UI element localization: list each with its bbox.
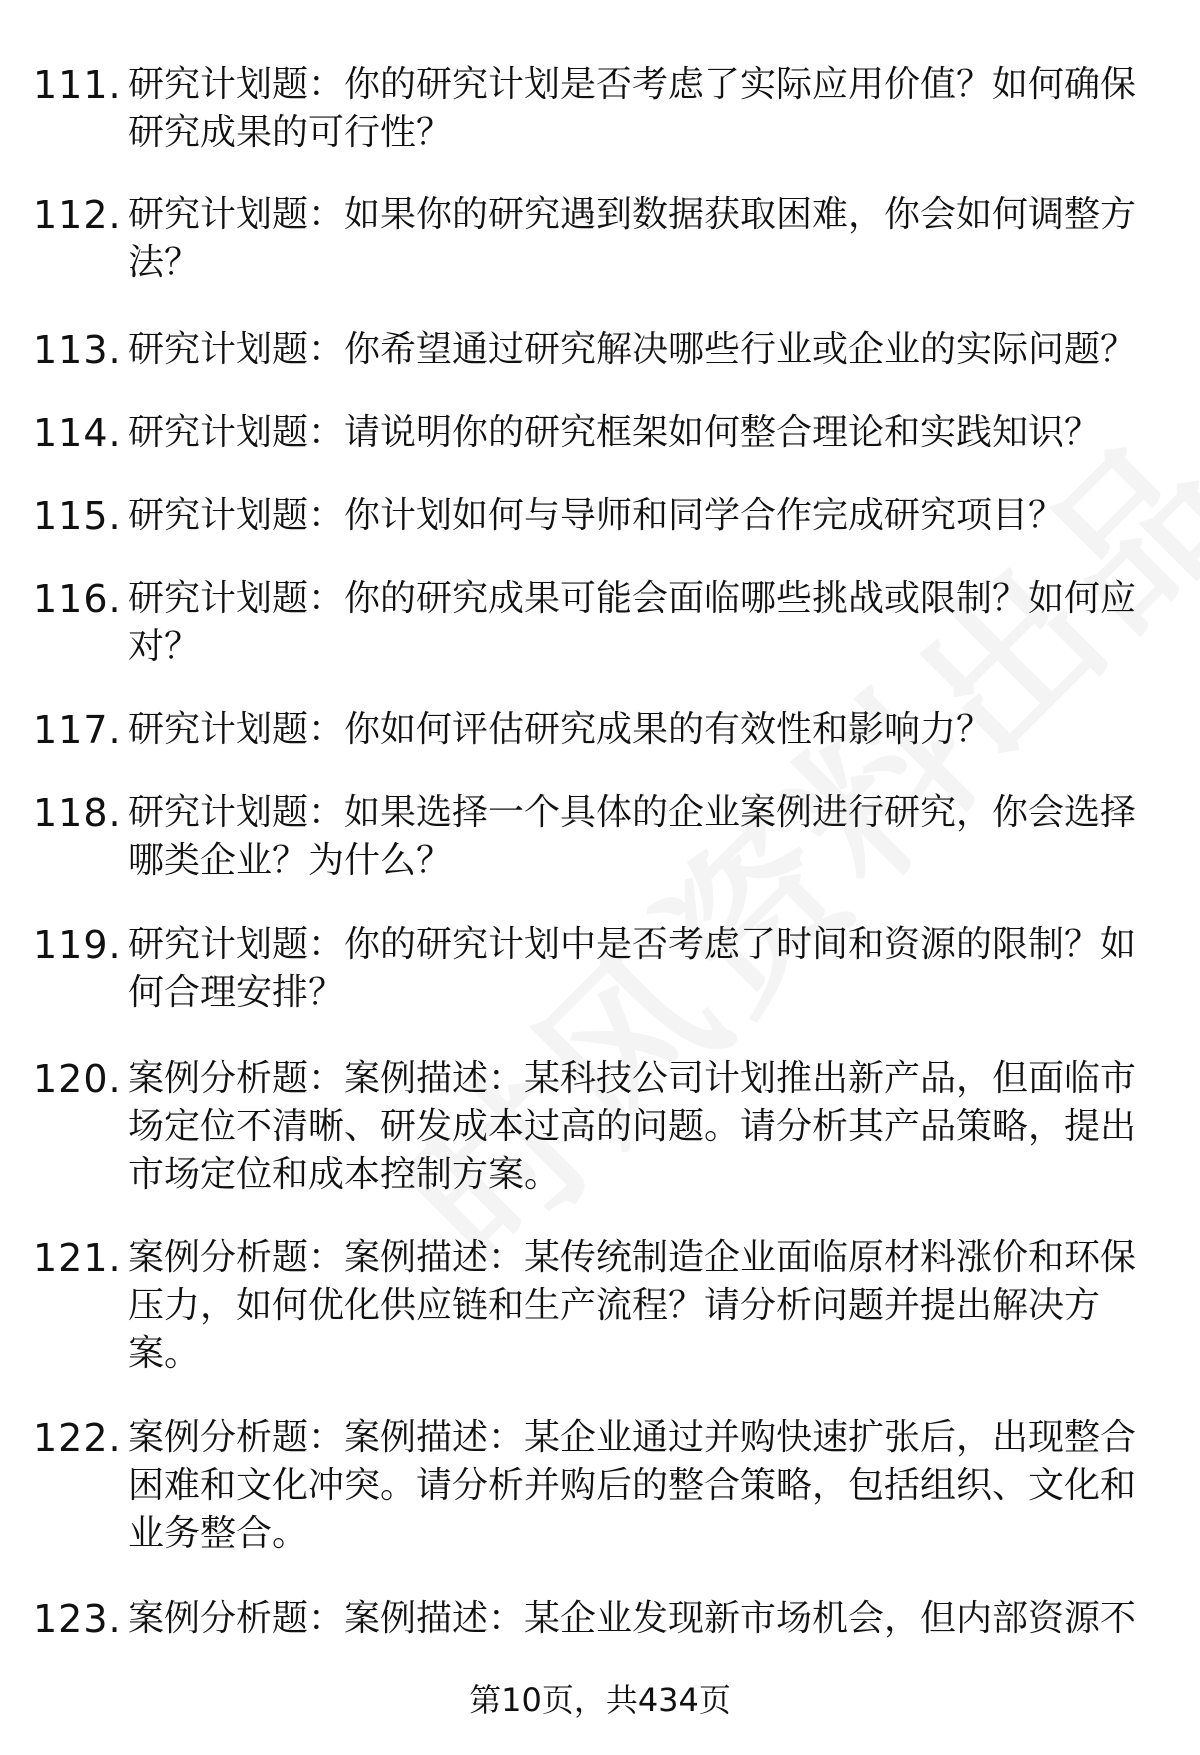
question-text: 研究计划题：如果选择一个具体的企业案例进行研究，你会选择哪类企业？为什么？	[128, 792, 1137, 881]
question-text: 研究计划题：你的研究成果可能会面临哪些挑战或限制？如何应对？	[128, 578, 1137, 667]
question-number: 115.	[33, 494, 122, 538]
page-footer: 第10页，共434页	[469, 1681, 731, 1719]
question-text: 案例分析题：案例描述：某企业发现新市场机会，但内部资源不	[128, 1598, 1137, 1639]
question-number: 121.	[33, 1236, 122, 1280]
question-text: 案例分析题：案例描述：某科技公司计划推出新产品，但面临市场定位不清晰、研发成本过高的问题。请分析其产品策略，提出市场定位和成本控制方案。	[128, 1058, 1137, 1195]
question-number: 122.	[33, 1416, 122, 1460]
question-text: 案例分析题：案例描述：某企业通过并购快速扩张后，出现整合困难和文化冲突。请分析并购后的整合策略，包括组织、文化和业务整合。	[128, 1417, 1137, 1554]
question-text: 研究计划题：如果你的研究遇到数据获取困难，你会如何调整方法？	[128, 194, 1137, 283]
question-number: 112.	[33, 193, 122, 237]
question-text: 研究计划题：你的研究计划是否考虑了实际应用价值？如何确保研究成果的可行性？	[128, 64, 1137, 153]
question-number: 117.	[33, 708, 122, 752]
question-number: 111.	[33, 63, 122, 107]
question-number: 113.	[33, 328, 122, 372]
question-number: 114.	[33, 411, 122, 455]
question-number: 120.	[33, 1057, 122, 1101]
question-number: 116.	[33, 577, 122, 621]
question-text: 研究计划题：你的研究计划中是否考虑了时间和资源的限制？如何合理安排？	[128, 924, 1137, 1013]
question-text: 研究计划题：你希望通过研究解决哪些行业或企业的实际问题？	[128, 329, 1137, 370]
question-text: 案例分析题：案例描述：某传统制造企业面临原材料涨价和环保压力，如何优化供应链和生产流程？请分析问题并提出解决方案。	[128, 1237, 1137, 1374]
question-number: 118.	[33, 791, 122, 835]
question-text: 研究计划题：你如何评估研究成果的有效性和影响力？	[128, 709, 993, 750]
question-number: 119.	[33, 923, 122, 967]
question-text: 研究计划题：你计划如何与导师和同学合作完成研究项目？	[128, 495, 1065, 536]
question-text: 研究计划题：请说明你的研究框架如何整合理论和实践知识？	[128, 412, 1101, 453]
question-number: 123.	[33, 1597, 122, 1641]
